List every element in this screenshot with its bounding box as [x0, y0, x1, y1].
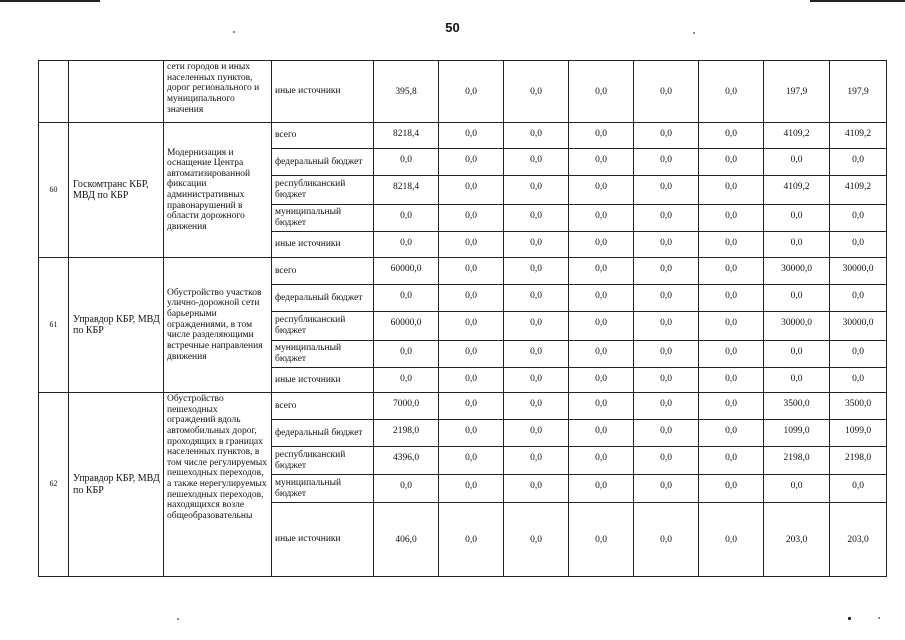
value-cell: 0,0	[569, 447, 634, 475]
value-cell: 0,0	[439, 176, 504, 205]
scan-speck	[233, 31, 235, 33]
value-cell: 0,0	[569, 312, 634, 341]
value-cell: 197,9	[764, 61, 830, 123]
value-cell: 0,0	[569, 123, 634, 149]
value-cell: 0,0	[569, 341, 634, 368]
value-cell: 0,0	[569, 176, 634, 205]
row-number: 62	[39, 393, 69, 577]
value-cell: 0,0	[504, 285, 569, 312]
value-cell: 0,0	[569, 393, 634, 420]
value-cell: 0,0	[764, 232, 830, 258]
value-cell: 0,0	[830, 205, 887, 232]
scan-speck	[878, 617, 880, 619]
value-cell: 0,0	[764, 368, 830, 393]
top-rule-left	[0, 0, 100, 2]
value-cell: 0,0	[569, 205, 634, 232]
value-cell: 0,0	[764, 149, 830, 176]
value-cell: 0,0	[374, 475, 439, 503]
value-cell: 0,0	[374, 149, 439, 176]
value-cell: 0,0	[569, 258, 634, 285]
value-cell: 60000,0	[374, 258, 439, 285]
value-cell: 0,0	[634, 232, 699, 258]
value-cell: 0,0	[764, 205, 830, 232]
value-cell: 0,0	[830, 475, 887, 503]
value-cell: 0,0	[699, 503, 764, 577]
value-cell: 0,0	[439, 205, 504, 232]
value-cell: 0,0	[634, 475, 699, 503]
value-cell: 0,0	[504, 420, 569, 447]
funding-source: всего	[272, 123, 374, 149]
value-cell: 0,0	[569, 285, 634, 312]
value-cell: 0,0	[439, 258, 504, 285]
value-cell: 0,0	[504, 123, 569, 149]
value-cell: 0,0	[634, 368, 699, 393]
value-cell: 30000,0	[764, 258, 830, 285]
value-cell: 0,0	[569, 61, 634, 123]
value-cell: 0,0	[634, 420, 699, 447]
value-cell: 0,0	[374, 285, 439, 312]
funding-source: всего	[272, 393, 374, 420]
value-cell: 0,0	[699, 393, 764, 420]
value-cell: 0,0	[504, 149, 569, 176]
value-cell: 0,0	[634, 393, 699, 420]
value-cell: 0,0	[830, 285, 887, 312]
value-cell: 0,0	[504, 341, 569, 368]
value-cell: 7000,0	[374, 393, 439, 420]
value-cell: 0,0	[374, 368, 439, 393]
funding-source: муниципальный бюджет	[272, 341, 374, 368]
scan-speck	[177, 618, 179, 620]
value-cell: 0,0	[439, 312, 504, 341]
value-cell: 0,0	[504, 176, 569, 205]
value-cell: 0,0	[699, 176, 764, 205]
row-number: 61	[39, 258, 69, 393]
value-cell: 0,0	[439, 123, 504, 149]
value-cell: 0,0	[699, 205, 764, 232]
value-cell: 0,0	[699, 149, 764, 176]
value-cell: 0,0	[634, 61, 699, 123]
value-cell: 0,0	[634, 447, 699, 475]
value-cell: 203,0	[764, 503, 830, 577]
funding-source: иные источники	[272, 61, 374, 123]
budget-table	[38, 60, 887, 577]
value-cell: 0,0	[699, 258, 764, 285]
scan-speck	[848, 617, 851, 620]
funding-source: иные источники	[272, 503, 374, 577]
value-cell: 0,0	[830, 149, 887, 176]
value-cell: 4109,2	[830, 176, 887, 205]
value-cell: 0,0	[439, 61, 504, 123]
value-cell: 8218,4	[374, 123, 439, 149]
value-cell: 30000,0	[830, 258, 887, 285]
value-cell: 0,0	[569, 232, 634, 258]
value-cell: 0,0	[699, 341, 764, 368]
value-cell: 0,0	[439, 341, 504, 368]
value-cell: 2198,0	[764, 447, 830, 475]
value-cell: 0,0	[504, 447, 569, 475]
value-cell: 0,0	[764, 475, 830, 503]
executor-cell: Управдор КБР, МВД по КБР	[69, 258, 164, 393]
value-cell: 0,0	[504, 368, 569, 393]
value-cell: 8218,4	[374, 176, 439, 205]
value-cell: 4109,2	[830, 123, 887, 149]
row-number	[39, 61, 69, 123]
funding-source: федеральный бюджет	[272, 285, 374, 312]
value-cell: 0,0	[699, 475, 764, 503]
row-number: 60	[39, 123, 69, 258]
table-row	[39, 258, 887, 285]
value-cell: 0,0	[374, 232, 439, 258]
value-cell: 0,0	[439, 503, 504, 577]
value-cell: 203,0	[830, 503, 887, 577]
value-cell: 4396,0	[374, 447, 439, 475]
funding-source: иные источники	[272, 368, 374, 393]
value-cell: 0,0	[439, 420, 504, 447]
value-cell: 0,0	[439, 285, 504, 312]
value-cell: 0,0	[699, 447, 764, 475]
value-cell: 0,0	[439, 475, 504, 503]
value-cell: 0,0	[699, 285, 764, 312]
value-cell: 0,0	[504, 232, 569, 258]
value-cell: 0,0	[634, 176, 699, 205]
value-cell: 0,0	[504, 475, 569, 503]
funding-source: иные источники	[272, 232, 374, 258]
value-cell: 0,0	[830, 368, 887, 393]
value-cell: 0,0	[439, 368, 504, 393]
description-cell: сети городов и иных населенных пунктов, дорог регионального и муниципального значения	[164, 61, 272, 123]
value-cell: 0,0	[699, 312, 764, 341]
value-cell: 0,0	[439, 232, 504, 258]
value-cell: 0,0	[634, 312, 699, 341]
description-cell: Обустройство пешеходных ограждений вдоль автомобильных дорог, проходящих в границах населенных пунктов, в том числе регулируемых пешеходных переходов, а также нерегулируемых пешеходных переходов, находящихся возле общеобразовательны	[164, 393, 272, 577]
scan-speck	[693, 32, 695, 34]
value-cell: 2198,0	[830, 447, 887, 475]
value-cell: 0,0	[504, 503, 569, 577]
funding-source: всего	[272, 258, 374, 285]
page-number: 50	[445, 20, 460, 35]
value-cell: 0,0	[569, 149, 634, 176]
value-cell: 0,0	[764, 285, 830, 312]
value-cell: 0,0	[830, 232, 887, 258]
funding-source: федеральный бюджет	[272, 420, 374, 447]
value-cell: 0,0	[439, 149, 504, 176]
value-cell: 0,0	[764, 341, 830, 368]
value-cell: 0,0	[504, 312, 569, 341]
value-cell: 406,0	[374, 503, 439, 577]
table-row	[39, 123, 887, 149]
value-cell: 3500,0	[764, 393, 830, 420]
value-cell: 0,0	[374, 205, 439, 232]
executor-cell: Госкомтранс КБР, МВД по КБР	[69, 123, 164, 258]
value-cell: 0,0	[634, 205, 699, 232]
value-cell: 0,0	[374, 341, 439, 368]
value-cell: 0,0	[569, 368, 634, 393]
description-cell: Модернизация и оснащение Центра автоматизированной фиксации административных правонарушений в области дорожного движения	[164, 123, 272, 258]
value-cell: 0,0	[569, 475, 634, 503]
description-cell: Обустройство участков улично-дорожной сети барьерными ограждениями, в том числе разделяющими встречные направления движения	[164, 258, 272, 393]
value-cell: 3500,0	[830, 393, 887, 420]
value-cell: 0,0	[634, 149, 699, 176]
value-cell: 60000,0	[374, 312, 439, 341]
value-cell: 30000,0	[830, 312, 887, 341]
value-cell: 4109,2	[764, 123, 830, 149]
value-cell: 0,0	[699, 123, 764, 149]
value-cell: 0,0	[634, 503, 699, 577]
value-cell: 1099,0	[830, 420, 887, 447]
funding-source: муниципальный бюджет	[272, 205, 374, 232]
value-cell: 0,0	[439, 393, 504, 420]
funding-source: федеральный бюджет	[272, 149, 374, 176]
value-cell: 0,0	[634, 258, 699, 285]
table-row	[39, 61, 887, 123]
value-cell: 0,0	[439, 447, 504, 475]
value-cell: 197,9	[830, 61, 887, 123]
value-cell: 0,0	[504, 61, 569, 123]
executor-cell	[69, 61, 164, 123]
funding-source: республиканский бюджет	[272, 447, 374, 475]
executor-cell: Управдор КБР, МВД по КБР	[69, 393, 164, 577]
value-cell: 0,0	[569, 503, 634, 577]
value-cell: 0,0	[699, 420, 764, 447]
value-cell: 0,0	[634, 123, 699, 149]
value-cell: 1099,0	[764, 420, 830, 447]
value-cell: 0,0	[504, 258, 569, 285]
value-cell: 0,0	[504, 393, 569, 420]
table-row	[39, 393, 887, 420]
funding-source: республиканский бюджет	[272, 176, 374, 205]
value-cell: 0,0	[634, 285, 699, 312]
funding-source: муниципальный бюджет	[272, 475, 374, 503]
value-cell: 395,8	[374, 61, 439, 123]
top-rule-right	[810, 0, 905, 2]
value-cell: 4109,2	[764, 176, 830, 205]
value-cell: 0,0	[504, 205, 569, 232]
value-cell: 0,0	[634, 341, 699, 368]
value-cell: 0,0	[569, 420, 634, 447]
value-cell: 30000,0	[764, 312, 830, 341]
value-cell: 0,0	[830, 341, 887, 368]
value-cell: 0,0	[699, 232, 764, 258]
value-cell: 2198,0	[374, 420, 439, 447]
value-cell: 0,0	[699, 368, 764, 393]
value-cell: 0,0	[699, 61, 764, 123]
funding-source: республиканский бюджет	[272, 312, 374, 341]
